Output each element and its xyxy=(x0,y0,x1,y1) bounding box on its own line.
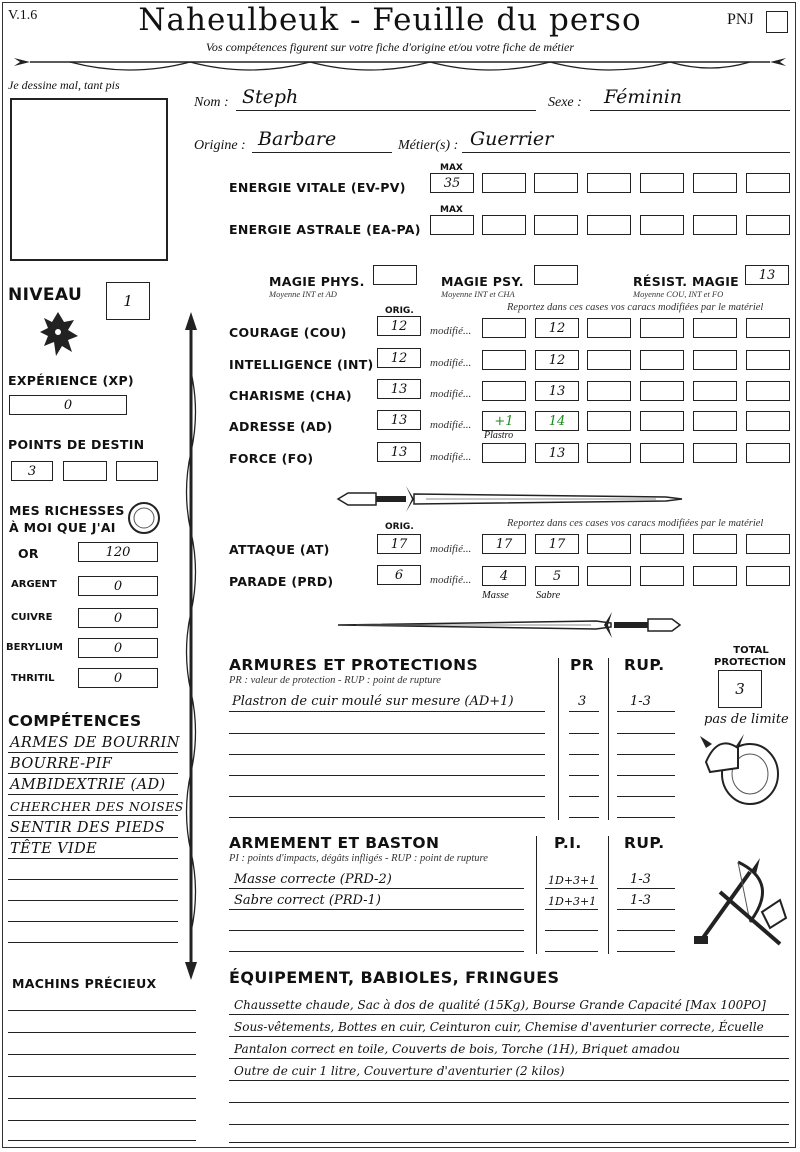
armure-name[interactable]: Plastron de cuir moulé sur mesure (AD+1) xyxy=(232,694,514,709)
dragon-icon xyxy=(36,306,82,364)
ev-max-label: MAX xyxy=(440,163,463,173)
magie-psy-label: MAGIE PSY. xyxy=(441,274,524,289)
carac-orig-cha[interactable]: 13 xyxy=(377,379,421,399)
caracs-orig-label: ORIG. xyxy=(385,306,414,316)
carac-slot[interactable] xyxy=(640,411,684,431)
carac-bonus-cha[interactable] xyxy=(482,381,526,401)
arme-line xyxy=(229,930,524,931)
experience-label: EXPÉRIENCE (XP) xyxy=(8,373,134,388)
carac-label-fo: FORCE (FO) xyxy=(229,451,314,466)
equipement-line[interactable]: Pantalon correct en toile, Couverts de bois, Torche (1H), Briquet amadou xyxy=(234,1042,681,1056)
version-label: V.1.6 xyxy=(8,8,38,23)
resist-magie-box[interactable]: 13 xyxy=(745,265,789,285)
carac-bonus-int[interactable] xyxy=(482,350,526,370)
carac-slot[interactable] xyxy=(587,443,631,463)
equipement-rule xyxy=(229,1036,789,1037)
combat-orig-label: ORIG. xyxy=(385,522,414,532)
armure-line xyxy=(617,733,675,734)
thritil-box[interactable]: 0 xyxy=(78,668,158,688)
competence-item[interactable]: SENTIR DES PIEDS xyxy=(10,820,165,836)
arme-line xyxy=(617,951,675,952)
carac-modifie-cha: modifié... xyxy=(430,388,472,400)
carac-label-cou: COURAGE (COU) xyxy=(229,325,347,340)
nom-line xyxy=(236,110,536,111)
combat-slot[interactable] xyxy=(746,534,790,554)
or-box[interactable]: 120 xyxy=(78,542,158,562)
equipement-rule xyxy=(229,1124,789,1125)
carac-slot[interactable] xyxy=(693,350,737,370)
armure-line xyxy=(569,775,599,776)
armure-line xyxy=(617,775,675,776)
experience-box[interactable]: 0 xyxy=(9,395,127,415)
pnj-label: PNJ xyxy=(727,11,754,28)
portrait-caption: Je dessine mal, tant pis xyxy=(8,78,120,92)
carac-mod-fo[interactable]: 13 xyxy=(535,443,579,463)
carac-slot[interactable] xyxy=(640,350,684,370)
ev-box[interactable] xyxy=(587,173,631,193)
combat-modifie-at: modifié... xyxy=(430,543,472,555)
armement-title: ARMEMENT ET BASTON xyxy=(229,834,440,852)
combat-at-1[interactable]: 17 xyxy=(482,534,526,554)
competence-line xyxy=(8,900,178,901)
competence-line xyxy=(8,879,178,880)
ea-max-box[interactable] xyxy=(430,215,474,235)
or-label: OR xyxy=(18,546,39,561)
magie-psy-box[interactable] xyxy=(534,265,578,285)
combat-at-2[interactable]: 17 xyxy=(535,534,579,554)
ev-label: ENERGIE VITALE (EV-PV) xyxy=(229,180,406,195)
competence-item[interactable]: TÊTE VIDE xyxy=(10,841,98,857)
arme-line xyxy=(229,888,524,889)
magie-phys-box[interactable] xyxy=(373,265,417,285)
arme-name[interactable]: Masse correcte (PRD-2) xyxy=(234,872,392,887)
machins-title: MACHINS PRÉCIEUX xyxy=(12,976,157,991)
richesses-label-1: MES RICHESSES xyxy=(9,503,125,518)
arme-line xyxy=(229,951,524,952)
coin-icon xyxy=(126,500,162,536)
ea-box[interactable] xyxy=(482,215,526,235)
carac-slot[interactable] xyxy=(693,443,737,463)
niveau-label: NIVEAU xyxy=(8,285,83,305)
arme-line xyxy=(545,930,598,931)
ev-box[interactable] xyxy=(534,173,578,193)
armure-line xyxy=(569,754,599,755)
carac-modifie-fo: modifié... xyxy=(430,451,472,463)
carac-mod-cou[interactable]: 12 xyxy=(535,318,579,338)
thritil-label: THRITIL xyxy=(11,673,55,684)
armures-col-rup: RUP. xyxy=(624,656,665,674)
page-subtitle: Vos compétences figurent sur votre fiche d'origine et/ou votre fiche de métier xyxy=(205,40,575,54)
equipement-rule xyxy=(229,1014,789,1015)
armement-divider xyxy=(536,836,537,954)
pnj-checkbox[interactable] xyxy=(766,11,788,33)
machins-line xyxy=(8,1054,196,1055)
sexe-value[interactable]: Féminin xyxy=(604,86,683,108)
armure-pr[interactable]: 3 xyxy=(578,694,587,709)
total-protection-box[interactable]: 3 xyxy=(718,670,762,708)
armure-line xyxy=(569,733,599,734)
carac-orig-int[interactable]: 12 xyxy=(377,348,421,368)
combat-hint: Reportez dans ces cases vos caracs modifiées par le matériel xyxy=(507,518,764,529)
armures-divider xyxy=(558,658,559,820)
arme-rup[interactable]: 1-3 xyxy=(630,893,651,908)
equipement-line[interactable]: Chaussette chaude, Sac à dos de qualité (15Kg), Bourse Grande Capacité [Max 100PO] xyxy=(234,998,766,1012)
carac-slot[interactable] xyxy=(693,381,737,401)
armures-legend: PR : valeur de protection - RUP : point de rupture xyxy=(229,675,441,686)
arme-line xyxy=(617,909,675,910)
competence-line xyxy=(8,942,178,943)
equipement-line[interactable]: Sous-vêtements, Bottes en cuir, Ceinturon cuir, Chemise d'aventurier correcte, Écuelle xyxy=(234,1020,764,1034)
competence-line xyxy=(8,858,178,859)
berylium-label: BERYLIUM xyxy=(6,642,64,653)
carac-label-int: INTELLIGENCE (INT) xyxy=(229,357,374,372)
machins-line xyxy=(8,1098,196,1099)
carac-slot[interactable] xyxy=(746,381,790,401)
nom-label: Nom : xyxy=(194,95,229,110)
richesses-label-2: À MOI QUE J'AI xyxy=(9,520,116,535)
carac-label-ad: ADRESSE (AD) xyxy=(229,419,333,434)
carac-modifie-cou: modifié... xyxy=(430,325,472,337)
carac-slot[interactable] xyxy=(746,350,790,370)
combat-note-masse: Masse xyxy=(482,590,509,601)
carac-mod-cha[interactable]: 13 xyxy=(535,381,579,401)
origine-value[interactable]: Barbare xyxy=(258,128,337,150)
destin-box-2[interactable] xyxy=(63,461,107,481)
armures-col-pr: PR xyxy=(570,656,595,674)
carac-slot[interactable] xyxy=(587,411,631,431)
armure-line xyxy=(617,754,675,755)
combat-orig-prd[interactable]: 6 xyxy=(377,565,421,585)
arme-line xyxy=(229,909,524,910)
cuivre-label: CUIVRE xyxy=(11,612,53,623)
combat-label-at: ATTAQUE (AT) xyxy=(229,542,330,557)
niveau-box[interactable]: 1 xyxy=(106,282,150,320)
ev-max-box[interactable]: 35 xyxy=(430,173,474,193)
carac-bonus-note-ad: Plastro xyxy=(484,430,514,441)
combat-note-sabre: Sabre xyxy=(536,590,561,601)
armure-line xyxy=(569,817,599,818)
combat-orig-at[interactable]: 17 xyxy=(377,534,421,554)
combat-slot[interactable] xyxy=(693,534,737,554)
destin-label: POINTS DE DESTIN xyxy=(8,437,145,452)
sexe-label: Sexe : xyxy=(548,95,582,110)
ea-box[interactable] xyxy=(693,215,737,235)
ev-box[interactable] xyxy=(746,173,790,193)
competence-line xyxy=(8,921,178,922)
machins-line xyxy=(8,1140,196,1141)
armement-col-rup: RUP. xyxy=(624,834,665,852)
carac-bonus-cou[interactable] xyxy=(482,318,526,338)
carac-slot[interactable] xyxy=(640,443,684,463)
armure-line xyxy=(569,796,599,797)
competence-line xyxy=(8,752,178,753)
machins-line xyxy=(8,1120,196,1121)
carac-slot[interactable] xyxy=(746,318,790,338)
competence-item[interactable]: ARMES DE BOURRIN xyxy=(10,735,180,751)
combat-slot[interactable] xyxy=(693,566,737,586)
combat-slot[interactable] xyxy=(640,566,684,586)
carac-slot[interactable] xyxy=(587,381,631,401)
combat-slot[interactable] xyxy=(587,534,631,554)
armure-line xyxy=(569,711,599,712)
armure-line xyxy=(229,775,545,776)
ea-box[interactable] xyxy=(587,215,631,235)
arme-name[interactable]: Sabre correct (PRD-1) xyxy=(234,893,381,908)
armure-line xyxy=(617,817,675,818)
ev-box[interactable] xyxy=(693,173,737,193)
metier-value[interactable]: Guerrier xyxy=(470,128,554,150)
destin-box-3[interactable] xyxy=(116,461,158,481)
weapons-icon xyxy=(690,852,790,950)
combat-slot[interactable] xyxy=(640,534,684,554)
spear-divider-icon xyxy=(182,312,200,980)
competence-line xyxy=(8,815,178,816)
armure-line xyxy=(229,817,545,818)
competence-line xyxy=(8,773,178,774)
ea-box[interactable] xyxy=(640,215,684,235)
combat-modifie-prd: modifié... xyxy=(430,574,472,586)
ea-max-label: MAX xyxy=(440,205,463,215)
magie-psy-note: Moyenne INT et CHA xyxy=(441,289,515,299)
armure-line xyxy=(229,796,545,797)
competence-line xyxy=(8,837,178,838)
resist-magie-label: RÉSIST. MAGIE xyxy=(633,274,740,289)
carac-slot[interactable] xyxy=(640,381,684,401)
arme-line xyxy=(545,951,598,952)
armure-line xyxy=(229,754,545,755)
armures-divider xyxy=(608,658,609,820)
combat-label-prd: PARADE (PRD) xyxy=(229,574,334,589)
nom-value[interactable]: Steph xyxy=(242,86,299,108)
equipement-rule xyxy=(229,1102,789,1103)
berylium-box[interactable]: 0 xyxy=(78,638,158,658)
equipement-rule xyxy=(229,1058,789,1059)
magie-phys-label: MAGIE PHYS. xyxy=(269,274,365,289)
argent-label: ARGENT xyxy=(11,579,57,590)
ea-box[interactable] xyxy=(746,215,790,235)
ev-box[interactable] xyxy=(640,173,684,193)
competence-item[interactable]: BOURRE-PIF xyxy=(10,756,113,772)
combat-slot[interactable] xyxy=(587,566,631,586)
armure-line xyxy=(229,711,545,712)
arme-rup[interactable]: 1-3 xyxy=(630,872,651,887)
arme-pi[interactable]: 1D+3+1 xyxy=(548,874,597,887)
equipement-rule xyxy=(229,1142,789,1143)
helmet-shield-icon xyxy=(698,728,784,808)
arme-line xyxy=(545,909,598,910)
armement-col-pi: P.I. xyxy=(554,834,582,852)
origine-label: Origine : xyxy=(194,138,246,153)
header-spear-ornament xyxy=(10,52,790,82)
competences-title: COMPÉTENCES xyxy=(8,712,142,730)
metier-line xyxy=(462,152,790,153)
combat-prd-1[interactable]: 4 xyxy=(482,566,526,586)
carac-slot[interactable] xyxy=(640,318,684,338)
carac-label-cha: CHARISME (CHA) xyxy=(229,388,352,403)
armure-line xyxy=(617,796,675,797)
ea-label: ENERGIE ASTRALE (EA-PA) xyxy=(229,222,421,237)
competence-item[interactable]: AMBIDEXTRIE (AD) xyxy=(10,777,166,793)
carac-mod-int[interactable]: 12 xyxy=(535,350,579,370)
armure-line xyxy=(229,733,545,734)
carac-orig-ad[interactable]: 13 xyxy=(377,410,421,430)
carac-slot[interactable] xyxy=(587,350,631,370)
armement-divider xyxy=(608,836,609,954)
metier-label: Métier(s) : xyxy=(398,138,459,153)
page-title: Naheulbeuk - Feuille du perso xyxy=(138,2,642,38)
destin-box-1[interactable]: 3 xyxy=(11,461,53,481)
machins-line xyxy=(8,1032,196,1033)
carac-modifie-int: modifié... xyxy=(430,357,472,369)
arme-pi[interactable]: 1D+3+1 xyxy=(548,895,597,908)
ev-box[interactable] xyxy=(482,173,526,193)
portrait-box[interactable] xyxy=(10,98,168,261)
argent-box[interactable]: 0 xyxy=(78,576,158,596)
armures-title: ARMURES ET PROTECTIONS xyxy=(229,656,479,674)
carac-slot[interactable] xyxy=(693,411,737,431)
cuivre-box[interactable]: 0 xyxy=(78,608,158,628)
armure-rup[interactable]: 1-3 xyxy=(630,694,651,709)
carac-slot[interactable] xyxy=(587,318,631,338)
carac-mod-ad[interactable]: 14 xyxy=(535,411,579,431)
carac-slot[interactable] xyxy=(746,443,790,463)
arme-line xyxy=(617,888,675,889)
carac-modifie-ad: modifié... xyxy=(430,419,472,431)
carac-orig-fo[interactable]: 13 xyxy=(377,442,421,462)
magie-phys-note: Moyenne INT et AD xyxy=(269,289,337,299)
sword-icon xyxy=(336,482,686,516)
sword-icon xyxy=(336,608,682,642)
origine-line xyxy=(252,152,392,153)
carac-slot[interactable] xyxy=(693,318,737,338)
arme-line xyxy=(545,888,598,889)
competence-line xyxy=(8,794,178,795)
ea-box[interactable] xyxy=(534,215,578,235)
machins-line xyxy=(8,1010,196,1011)
total-protection-label-1: TOTAL xyxy=(733,645,769,656)
caracs-hint: Reportez dans ces cases vos caracs modifiées par le matériel xyxy=(507,302,764,313)
combat-prd-2[interactable]: 5 xyxy=(535,566,579,586)
carac-bonus-fo[interactable] xyxy=(482,443,526,463)
arme-line xyxy=(617,930,675,931)
armure-line xyxy=(617,711,675,712)
pas-de-limite-label: pas de limite xyxy=(704,712,789,727)
carac-slot[interactable] xyxy=(746,411,790,431)
equipement-line[interactable]: Outre de cuir 1 litre, Couverture d'aventurier (2 kilos) xyxy=(234,1064,565,1078)
armement-legend: PI : points d'impacts, dégâts infligés - RUP : point de rupture xyxy=(229,853,488,864)
competence-item[interactable]: CHERCHER DES NOISES xyxy=(10,799,184,814)
sexe-line xyxy=(590,110,790,111)
carac-orig-cou[interactable]: 12 xyxy=(377,316,421,336)
equipement-rule xyxy=(229,1080,789,1081)
machins-line xyxy=(8,1076,196,1077)
combat-slot[interactable] xyxy=(746,566,790,586)
carac-bonus-ad[interactable]: +1 xyxy=(482,411,526,431)
resist-magie-note: Moyenne COU, INT et FO xyxy=(633,289,724,299)
total-protection-label-2: PROTECTION xyxy=(714,657,786,668)
equipement-title: ÉQUIPEMENT, BABIOLES, FRINGUES xyxy=(229,968,560,987)
